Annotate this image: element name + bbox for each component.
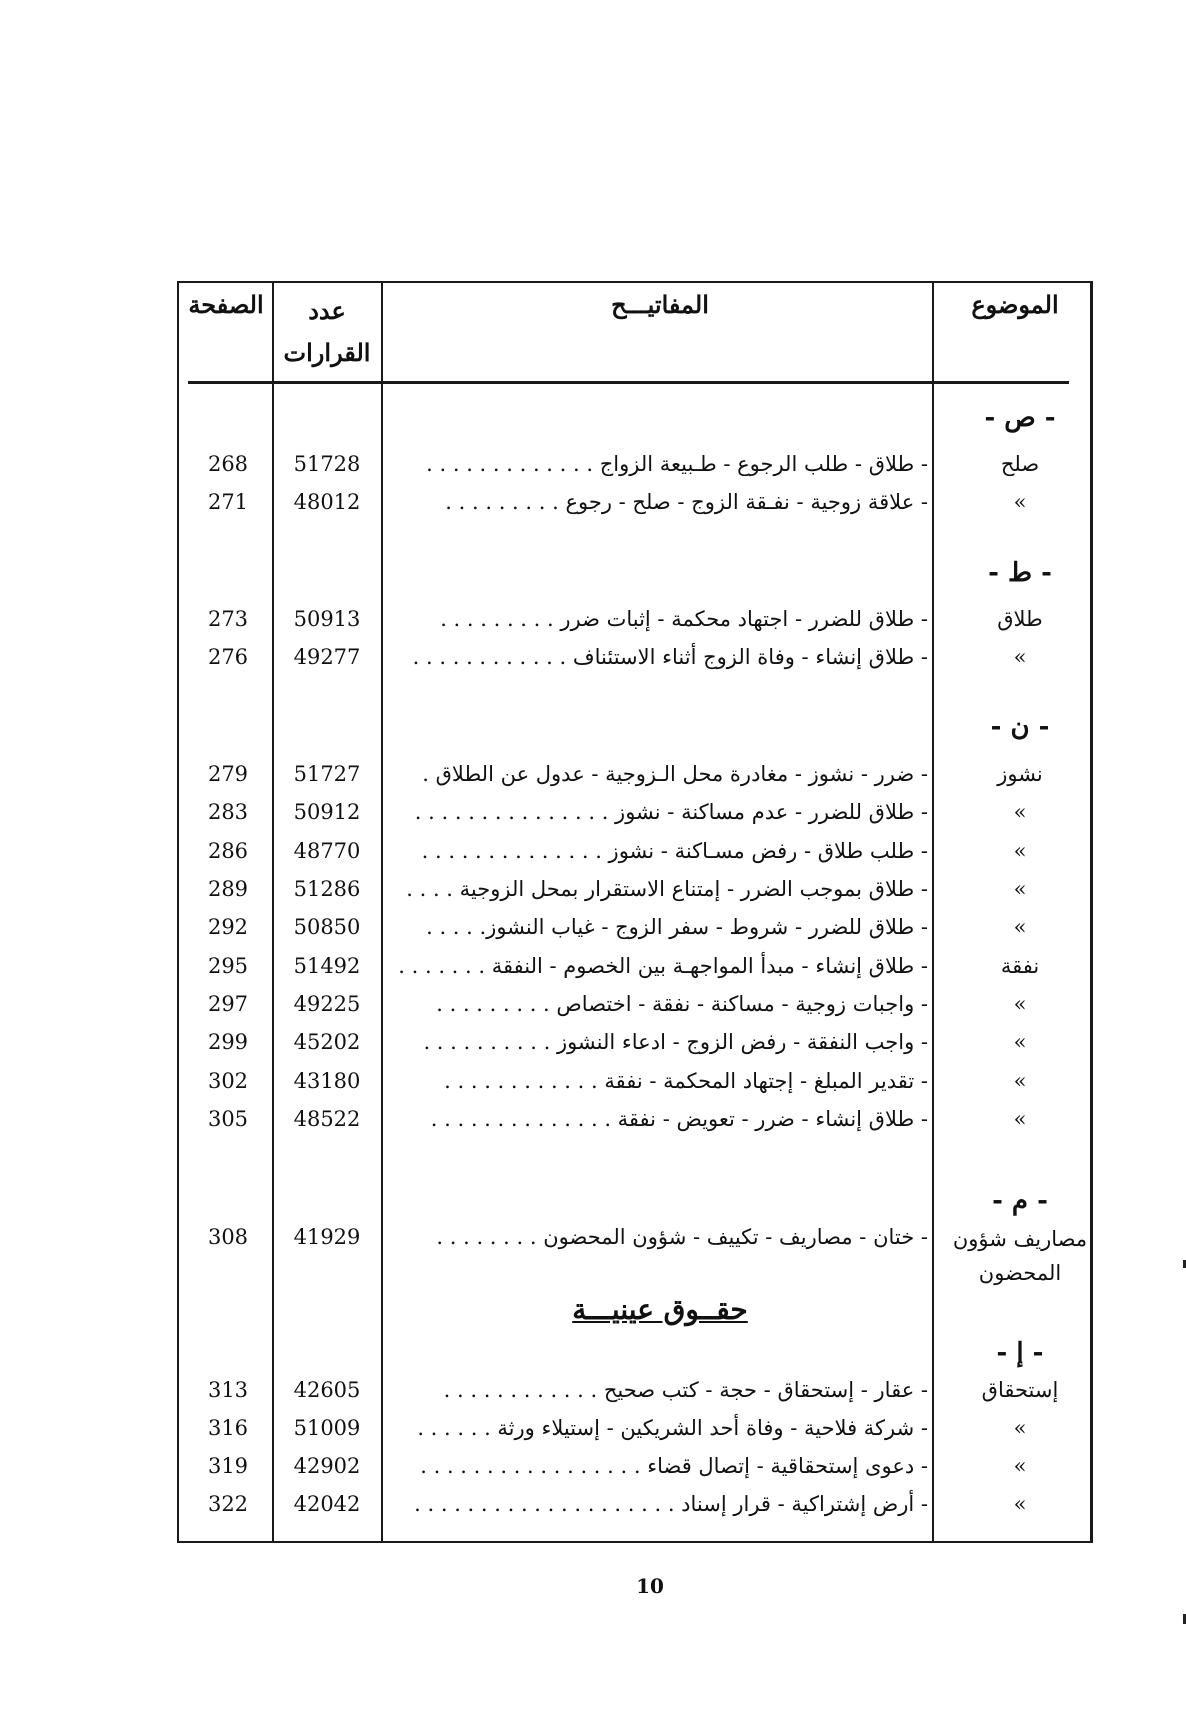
- row-subject: طلاق: [997, 607, 1043, 631]
- section-title: حقــوق عينيـــة: [572, 1293, 748, 1326]
- row-subject: نشوز: [997, 762, 1043, 786]
- row-decision-number: 49277: [293, 645, 361, 669]
- row-subject: »: [1013, 1030, 1027, 1054]
- row-decision-number: 49225: [293, 992, 361, 1016]
- table-row: [0, 759, 1186, 789]
- row-decision-number: 43180: [293, 1069, 361, 1093]
- row-page-number: 313: [207, 1378, 249, 1402]
- row-keywords: - طلاق إنشاء - مبدأ المواجهـة بين الخصوم - النفقة . . . . . . .: [398, 954, 928, 978]
- row-decision-number: 50912: [293, 800, 361, 824]
- letter-heading-ta: - ط -: [988, 558, 1052, 588]
- table-row: [0, 912, 1186, 942]
- row-page-number: 305: [207, 1107, 249, 1131]
- row-keywords: - طلاق - طلب الرجوع - طـبيعة الزواج . . . . . . . . . . . . .: [426, 452, 928, 476]
- row-page-number: 295: [207, 954, 249, 978]
- letter-heading-sad: - ص -: [984, 403, 1056, 433]
- row-page-number: 286: [207, 839, 249, 863]
- row-keywords: - طلب طلاق - رفض مسـاكنة - نشوز . . . . . . . . . . . . . .: [421, 839, 928, 863]
- row-keywords: - طلاق للضرر - اجتهاد محكمة - إثبات ضرر . . . . . . . . .: [440, 607, 928, 631]
- row-keywords: - شركة فلاحية - وفاة أحد الشريكين - إستيلاء ورثة . . . . . .: [417, 1416, 928, 1440]
- table-row: [0, 1375, 1186, 1405]
- header-keys: المفاتيـــح: [611, 290, 709, 319]
- row-decision-number: 48770: [293, 839, 361, 863]
- row-keywords: - ختان - مصاريف - تكييف - شؤون المحضون . . . . . . . .: [436, 1225, 928, 1249]
- row-keywords: - طلاق للضرر - شروط - سفر الزوج - غياب النشوز. . . . .: [426, 915, 928, 939]
- row-decision-number: 50850: [293, 915, 361, 939]
- row-decision-number: 48012: [293, 490, 361, 514]
- table-row: [0, 1222, 1186, 1285]
- row-decision-number: 51727: [293, 762, 361, 786]
- table-row: [0, 1104, 1186, 1134]
- row-keywords: - طلاق للضرر - عدم مساكنة - نشوز . . . . . . . . . . . . . . .: [414, 800, 928, 824]
- row-decision-number: 42902: [293, 1454, 361, 1478]
- letter-heading-alif: - إ -: [996, 1338, 1044, 1368]
- row-subject: »: [1013, 839, 1027, 863]
- row-page-number: 308: [207, 1225, 249, 1249]
- row-keywords: - ضرر - نشوز - مغادرة محل الـزوجية - عدول عن الطلاق .: [422, 762, 928, 786]
- table-row: [0, 487, 1186, 517]
- table-row: [0, 989, 1186, 1019]
- row-decision-number: 42605: [293, 1378, 361, 1402]
- row-page-number: 302: [207, 1069, 249, 1093]
- row-page-number: 319: [207, 1454, 249, 1478]
- row-page-number: 273: [207, 607, 249, 631]
- header-subject: الموضوع: [971, 290, 1059, 319]
- row-subject: نفقة: [1000, 954, 1040, 978]
- row-keywords: - واجبات زوجية - مساكنة - نفقة - اختصاص . . . . . . . . .: [436, 992, 928, 1016]
- table-row: [0, 1413, 1186, 1443]
- row-keywords: - أرض إشتراكية - قرار إسناد . . . . . . . . . . . . . . . . . . . .: [414, 1492, 928, 1516]
- row-subject: »: [1013, 915, 1027, 939]
- header-page: الصفحة: [188, 290, 264, 319]
- row-decision-number: 42042: [293, 1492, 361, 1516]
- table-row: [0, 797, 1186, 827]
- row-page-number: 316: [207, 1416, 249, 1440]
- row-decision-number: 50913: [293, 607, 361, 631]
- row-subject: إستحقاق: [981, 1378, 1059, 1402]
- table-row: [0, 836, 1186, 866]
- row-keywords: - طلاق بموجب الضرر - إمتناع الاستقرار بمحل الزوجية . . . .: [406, 877, 928, 901]
- header-count: عدد القرارات: [283, 296, 371, 367]
- row-keywords: - عقار - إستحقاق - حجة - كتب صحيح . . . . . . . . . . . .: [443, 1378, 928, 1402]
- row-subject: »: [1013, 800, 1027, 824]
- row-page-number: 299: [207, 1030, 249, 1054]
- row-decision-number: 45202: [293, 1030, 361, 1054]
- row-keywords: - تقدير المبلغ - إجتهاد المحكمة - نفقة . . . . . . . . . . . .: [444, 1069, 928, 1093]
- row-page-number: 276: [207, 645, 249, 669]
- table-row: [0, 1027, 1186, 1057]
- row-decision-number: 41929: [293, 1225, 361, 1249]
- table-row: [0, 604, 1186, 634]
- table-row: [0, 1489, 1186, 1519]
- row-subject: »: [1013, 992, 1027, 1016]
- row-subject: »: [1013, 490, 1027, 514]
- row-page-number: 271: [207, 490, 249, 514]
- row-decision-number: 51286: [293, 877, 361, 901]
- row-subject: »: [1013, 1454, 1027, 1478]
- letter-heading-nun: - ن -: [990, 712, 1050, 742]
- header-divider: [188, 381, 1069, 384]
- row-decision-number: 51009: [293, 1416, 361, 1440]
- row-keywords: - طلاق إنشاء - وفاة الزوج أثناء الاستئناف . . . . . . . . . . . .: [412, 645, 928, 669]
- table-row: [0, 449, 1186, 479]
- row-decision-number: 51728: [293, 452, 361, 476]
- row-page-number: 297: [207, 992, 249, 1016]
- row-page-number: 279: [207, 762, 249, 786]
- row-decision-number: 51492: [293, 954, 361, 978]
- row-keywords: - علاقة زوجية - نفـقة الزوج - صلح - رجوع . . . . . . . . .: [445, 490, 928, 514]
- page-number: 10: [636, 1574, 664, 1598]
- row-keywords: - طلاق إنشاء - ضرر - تعويض - نفقة . . . . . . . . . . . . . .: [430, 1107, 928, 1131]
- table-row: [0, 1451, 1186, 1481]
- table-row: [0, 951, 1186, 981]
- row-keywords: - واجب النفقة - رفض الزوج - ادعاء النشوز . . . . . . . . . .: [423, 1030, 928, 1054]
- row-keywords: - دعوى إستحقاقية - إتصال قضاء . . . . . . . . . . . . . . . . .: [420, 1454, 928, 1478]
- row-page-number: 322: [207, 1492, 249, 1516]
- table-row: [0, 1066, 1186, 1096]
- row-subject: صلح: [1000, 452, 1040, 476]
- row-page-number: 292: [207, 915, 249, 939]
- row-subject: »: [1013, 1492, 1027, 1516]
- row-page-number: 283: [207, 800, 249, 824]
- row-page-number: 289: [207, 877, 249, 901]
- row-subject: »: [1013, 645, 1027, 669]
- row-subject: »: [1013, 1107, 1027, 1131]
- row-subject: »: [1013, 877, 1027, 901]
- row-decision-number: 48522: [293, 1107, 361, 1131]
- letter-heading-mim: - م -: [992, 1186, 1048, 1216]
- row-subject: مصاريف شؤون المحضون: [952, 1227, 1088, 1285]
- row-subject: »: [1013, 1416, 1027, 1440]
- table-row: [0, 642, 1186, 672]
- table-row: [0, 874, 1186, 904]
- row-subject: »: [1013, 1069, 1027, 1093]
- row-page-number: 268: [207, 452, 249, 476]
